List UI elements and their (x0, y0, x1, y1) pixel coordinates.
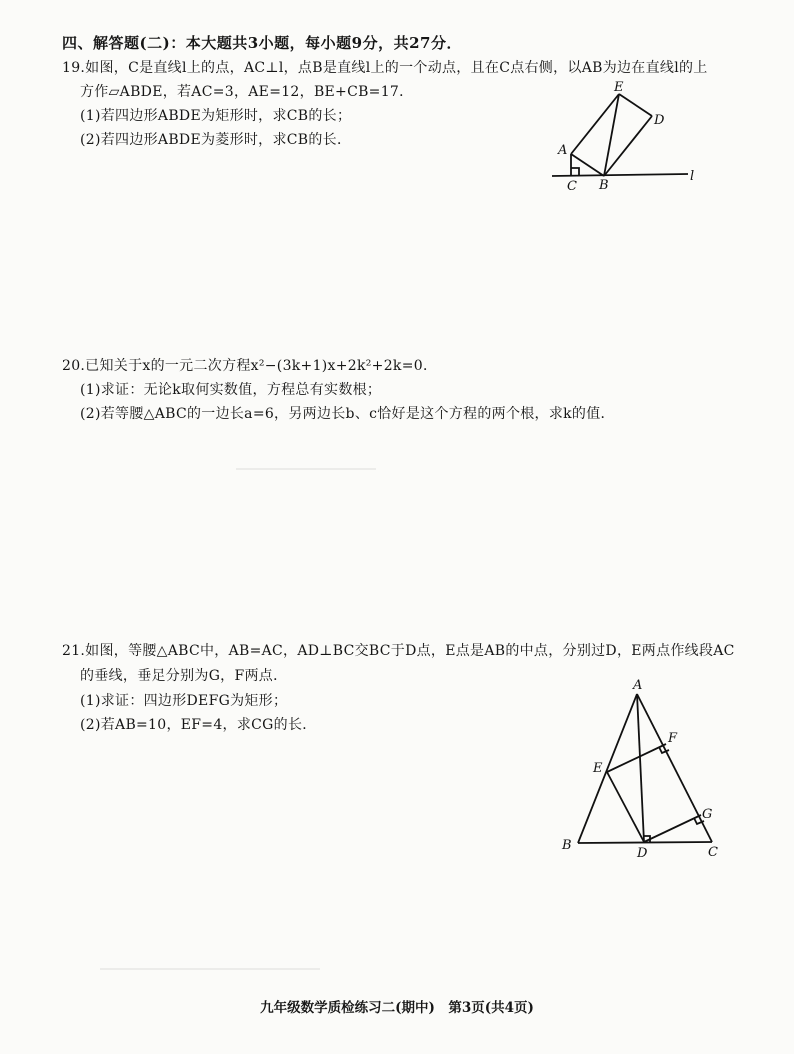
question-20-part-1: (1)求证：无论k取何实数值，方程总有实数根； (80, 382, 382, 398)
scan-smudge (236, 468, 376, 470)
segment-DG (644, 815, 701, 842)
label-B: B (562, 838, 572, 853)
label-A: A (558, 143, 568, 158)
section-title: 四、解答题(二)：本大题共3小题，每小题9分，共27分． (62, 34, 462, 52)
segment-AE (571, 94, 619, 154)
label-G: G (702, 807, 713, 822)
question-21-figure (555, 676, 730, 861)
label-D: D (637, 846, 648, 861)
question-20-part-2: (2)若等腰△ABC的一边长a=6，另两边长b、c恰好是这个方程的两个根，求k的值． (80, 406, 615, 422)
segment-ED (619, 94, 652, 116)
segment-ED (607, 772, 644, 842)
label-F: F (668, 731, 678, 746)
label-C: C (708, 845, 718, 860)
question-21-part-2: (2)若AB=10，EF=4，求CG的长． (80, 717, 317, 733)
question-21-line-1: 21.如图，等腰△ABC中，AB=AC，AD⊥BC交BC于D点，E点是AB的中点，分别过D，E两点作线段AC (62, 643, 735, 659)
question-19-part-2: (2)若四边形ABDE为菱形时，求CB的长． (80, 132, 352, 148)
question-21-line-2: 的垂线，垂足分别为G，F两点． (80, 668, 288, 684)
question-19-figure (548, 80, 708, 195)
label-l: l (690, 169, 695, 184)
segment-AD (637, 694, 644, 842)
question-20-number: 20. (62, 358, 86, 374)
question-19-part-1: (1)若四边形ABDE为矩形时，求CB的长； (80, 108, 352, 124)
label-E: E (593, 761, 603, 776)
question-19-line-1: 19.如图，C是直线l上的点，AC⊥l，点B是直线l上的一个动点，且在C点右侧，以AB为边在直线l的上 (62, 60, 708, 76)
question-19-number: 19. (62, 60, 86, 76)
label-B: B (599, 178, 609, 193)
question-20-line-1: 20.已知关于x的一元二次方程x²−(3k+1)x+2k²+2k=0． (62, 358, 438, 374)
segment-BD (604, 116, 652, 176)
question-19-line-2: 方作▱ABDE，若AC=3，AE=12，BE+CB=17． (80, 84, 414, 100)
segment-AB (571, 154, 604, 176)
label-A: A (633, 678, 643, 693)
segment-AC (637, 694, 712, 842)
question-21-part-1: (1)求证：四边形DEFG为矩形； (80, 693, 288, 709)
segment-BE (604, 94, 619, 176)
label-D: D (654, 113, 665, 128)
segment-AB (578, 694, 637, 843)
page-footer: 九年级数学质检练习二(期中) 第3页(共4页) (260, 1000, 534, 1016)
label-E: E (614, 80, 624, 95)
line-l (552, 174, 688, 176)
question-21-number: 21. (62, 643, 86, 659)
scan-smudge (100, 968, 320, 970)
label-C: C (567, 179, 577, 194)
